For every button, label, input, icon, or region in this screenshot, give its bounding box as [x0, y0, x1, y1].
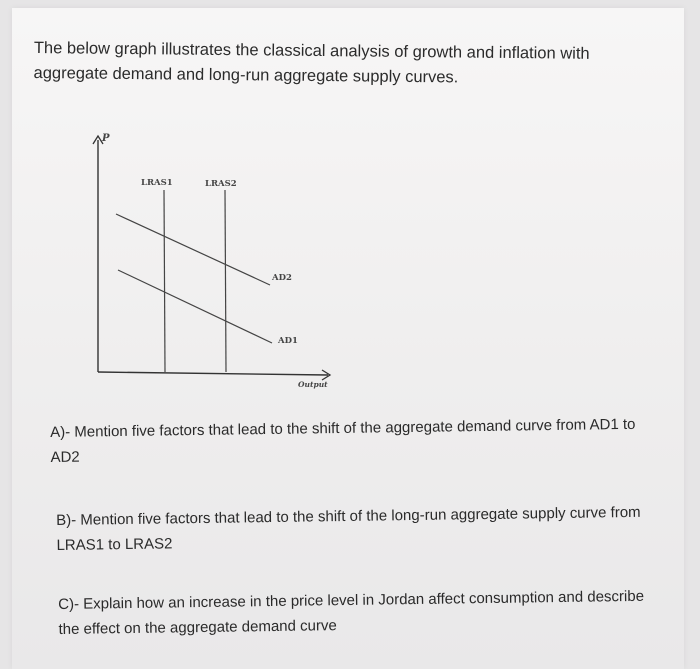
lras2-curve [225, 190, 226, 372]
lras1-curve [164, 190, 165, 372]
question-b: B)- Mention five factors that lead to the shift of the long-run aggregate supply curve from LRAS1 to LRAS2 [56, 503, 641, 554]
intro-text: The below graph illustrates the classical analysis of growth and inflation with aggregate demand and long-run aggregate supply curves. [33, 38, 590, 87]
x-axis [98, 372, 328, 375]
ad2-curve [116, 214, 270, 285]
y-axis-label: P [102, 133, 110, 144]
ad1-curve [118, 270, 272, 343]
ad2-label: AD2 [272, 273, 292, 283]
lras1-label: LRAS1 [141, 178, 173, 188]
question-c: C)- Explain how an increase in the price level in Jordan affect consumption and describe the effect on the aggregate demand curve [58, 587, 645, 638]
question-a: A)- Mention five factors that lead to the shift of the aggregate demand curve from AD1 to AD2 [50, 415, 636, 466]
lras2-label: LRAS2 [205, 179, 237, 189]
x-axis-label: Output [298, 380, 328, 389]
ad1-label: AD1 [278, 336, 298, 346]
